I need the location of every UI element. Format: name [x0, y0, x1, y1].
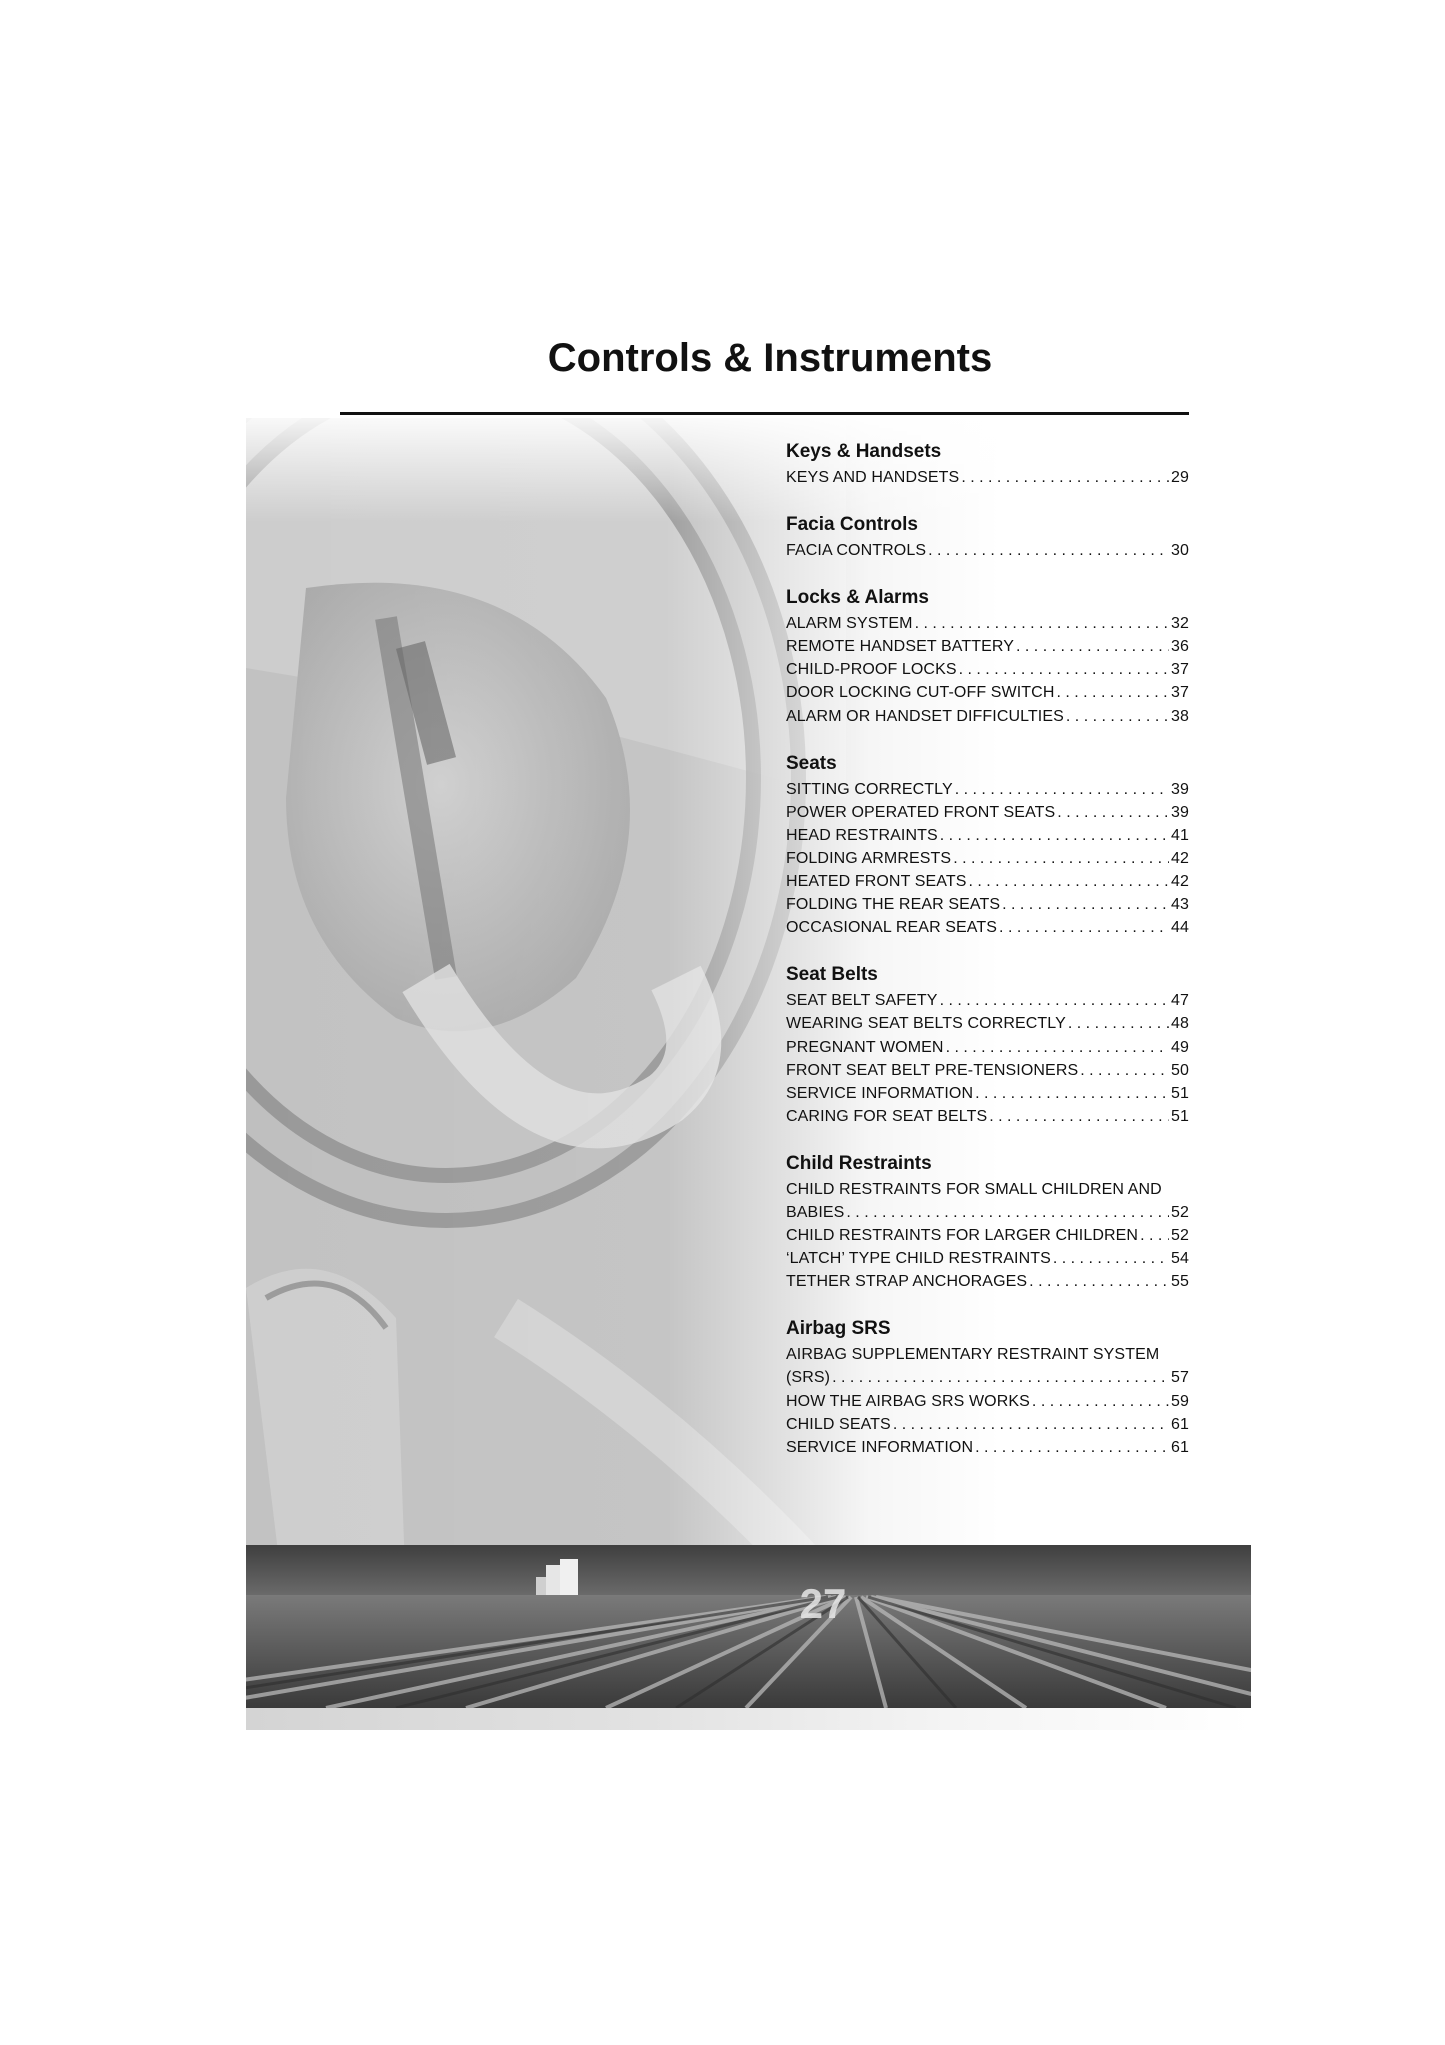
- leader-dots: [1056, 681, 1169, 704]
- toc-entry[interactable]: [786, 801, 1189, 824]
- entry-page: 52: [1171, 1203, 1189, 1221]
- toc-entry[interactable]: [786, 1247, 1189, 1270]
- toc-entry[interactable]: [786, 824, 1189, 847]
- entry-page: 38: [1171, 707, 1189, 725]
- entry-page: 36: [1171, 638, 1189, 656]
- entry-label: WEARING SEAT BELTS CORRECTLY: [786, 1015, 1066, 1033]
- toc-entry[interactable]: [786, 1036, 1189, 1059]
- leader-dots: [959, 658, 1169, 681]
- entry-label: (SRS): [786, 1369, 831, 1387]
- toc-entry[interactable]: [786, 1343, 1189, 1389]
- bottom-fade-strip: [246, 1708, 1251, 1730]
- entry-label: KEYS AND HANDSETS: [786, 469, 960, 486]
- entry-page: 61: [1171, 1415, 1189, 1433]
- entry-page: 44: [1171, 919, 1189, 937]
- leader-dots: [975, 1436, 1169, 1459]
- toc-entry[interactable]: [786, 847, 1189, 870]
- entry-label: FOLDING ARMRESTS: [786, 849, 952, 867]
- entry-page: 42: [1171, 873, 1189, 891]
- toc-entry[interactable]: [786, 1178, 1189, 1224]
- toc-entry[interactable]: [786, 778, 1189, 801]
- entry-page: 59: [1171, 1392, 1189, 1410]
- leader-dots: [946, 1036, 1169, 1059]
- entry-label: CHILD RESTRAINTS FOR LARGER CHILDREN: [786, 1227, 1139, 1245]
- section-title: Locks & Alarms: [786, 587, 929, 609]
- toc-entry[interactable]: [786, 1270, 1189, 1293]
- leader-dots: [1080, 1059, 1169, 1082]
- entry-label-line1: AIRBAG SUPPLEMENTARY RESTRAINT SYSTEM: [786, 1346, 1160, 1364]
- title-rule: [340, 412, 1189, 415]
- entry-page: 30: [1171, 542, 1189, 560]
- leader-dots: [1066, 705, 1169, 728]
- page-number: 27: [799, 1580, 847, 1627]
- entry-page: 50: [1171, 1061, 1189, 1079]
- entry-label: HOW THE AIRBAG SRS WORKS: [786, 1392, 1030, 1410]
- toc-entry[interactable]: [786, 1082, 1189, 1105]
- section-title: Child Restraints: [786, 1152, 932, 1174]
- leader-dots: [989, 1105, 1169, 1128]
- entry-page: 39: [1171, 803, 1189, 821]
- entry-label: SITTING CORRECTLY: [786, 780, 953, 798]
- entry-label: BABIES: [786, 1203, 845, 1221]
- leader-dots: [961, 466, 1169, 489]
- entry-label: REMOTE HANDSET BATTERY: [786, 638, 1015, 656]
- entry-page: 39: [1171, 780, 1189, 798]
- leader-dots: [975, 1082, 1169, 1105]
- toc-entry[interactable]: [786, 681, 1189, 704]
- toc-entry[interactable]: [786, 1059, 1189, 1082]
- toc-entry[interactable]: [786, 1224, 1189, 1247]
- entry-label: ALARM OR HANDSET DIFFICULTIES: [786, 707, 1064, 725]
- entry-label: TETHER STRAP ANCHORAGES: [786, 1273, 1028, 1291]
- leader-dots: [940, 989, 1169, 1012]
- entry-label: HEATED FRONT SEATS: [786, 873, 967, 891]
- leader-dots: [1032, 1390, 1169, 1413]
- toc-section-locks-alarms: [786, 584, 1189, 727]
- leader-dots: [955, 778, 1169, 801]
- toc-section-seat-belts: [786, 961, 1189, 1128]
- toc-entry[interactable]: [786, 658, 1189, 681]
- entry-page: 29: [1171, 469, 1189, 486]
- entry-label: SERVICE INFORMATION: [786, 1438, 974, 1456]
- toc-entry[interactable]: [786, 539, 1189, 562]
- toc-entry[interactable]: [786, 916, 1189, 939]
- entry-page: 47: [1171, 992, 1189, 1010]
- toc-entry[interactable]: [786, 989, 1189, 1012]
- toc-entry[interactable]: [786, 893, 1189, 916]
- entry-label: DOOR LOCKING CUT-OFF SWITCH: [786, 684, 1055, 702]
- entry-page: 37: [1171, 684, 1189, 702]
- toc-entry[interactable]: [786, 1436, 1189, 1459]
- toc-entry[interactable]: [786, 1413, 1189, 1436]
- toc-section-child-restraints: [786, 1150, 1189, 1293]
- leader-dots: [1053, 1247, 1169, 1270]
- entry-label: FOLDING THE REAR SEATS: [786, 896, 1001, 914]
- entry-label: CHILD SEATS: [786, 1415, 891, 1433]
- entry-page: 61: [1171, 1438, 1189, 1456]
- toc-entry[interactable]: [786, 466, 1189, 489]
- toc-section-facia-controls: [786, 511, 1189, 562]
- entry-label: OCCASIONAL REAR SEATS: [786, 919, 998, 937]
- leader-dots: [915, 612, 1169, 635]
- entry-label: ‘LATCH’ TYPE CHILD RESTRAINTS: [786, 1250, 1051, 1268]
- entry-label: HEAD RESTRAINTS: [786, 826, 938, 844]
- leader-dots: [1140, 1224, 1169, 1247]
- entry-page: 51: [1171, 1107, 1189, 1125]
- entry-label: FRONT SEAT BELT PRE-TENSIONERS: [786, 1061, 1079, 1079]
- entry-page: 57: [1171, 1369, 1189, 1387]
- toc-entry[interactable]: [786, 705, 1189, 728]
- leader-dots: [1057, 801, 1169, 824]
- entry-page: 41: [1171, 826, 1189, 844]
- entry-label: ALARM SYSTEM: [786, 615, 913, 633]
- leader-dots: [893, 1413, 1169, 1436]
- leader-dots: [846, 1201, 1169, 1224]
- entry-label: SEAT BELT SAFETY: [786, 992, 938, 1010]
- leader-dots: [1002, 893, 1169, 916]
- entry-label: CARING FOR SEAT BELTS: [786, 1107, 988, 1125]
- entry-label: FACIA CONTROLS: [786, 542, 927, 560]
- entry-page: 43: [1171, 896, 1189, 914]
- page-title: Controls & Instruments: [547, 336, 993, 380]
- toc-entry[interactable]: [786, 1105, 1189, 1128]
- section-title: Seats: [786, 752, 837, 774]
- entry-page: 37: [1171, 661, 1189, 679]
- leader-dots: [928, 539, 1169, 562]
- section-title: Seat Belts: [786, 964, 878, 986]
- entry-page: 54: [1171, 1250, 1189, 1268]
- field-landscape-band: [246, 1545, 1251, 1708]
- toc-section-keys-handsets: [786, 438, 1189, 489]
- entry-page: 49: [1171, 1038, 1189, 1056]
- toc-section-airbag-srs: [786, 1315, 1189, 1458]
- toc-entry[interactable]: [786, 870, 1189, 893]
- entry-label-line1: CHILD RESTRAINTS FOR SMALL CHILDREN AND: [786, 1180, 1162, 1198]
- section-title: Airbag SRS: [786, 1318, 891, 1340]
- entry-page: 32: [1171, 615, 1189, 633]
- leader-dots: [969, 870, 1170, 893]
- entry-page: 52: [1171, 1227, 1189, 1245]
- toc-entry[interactable]: [786, 1012, 1189, 1035]
- entry-label: CHILD-PROOF LOCKS: [786, 661, 957, 679]
- leader-dots: [1016, 635, 1169, 658]
- leader-dots: [1029, 1270, 1169, 1293]
- entry-page: 42: [1171, 849, 1189, 867]
- entry-label: SERVICE INFORMATION: [786, 1084, 974, 1102]
- table-of-contents: [786, 438, 1189, 1481]
- leader-dots: [940, 824, 1169, 847]
- section-title: Facia Controls: [786, 514, 918, 536]
- toc-entry[interactable]: [786, 635, 1189, 658]
- leader-dots: [832, 1366, 1169, 1389]
- entry-page: 48: [1171, 1015, 1189, 1033]
- section-title: Keys & Handsets: [786, 441, 942, 462]
- entry-label: POWER OPERATED FRONT SEATS: [786, 803, 1056, 821]
- toc-section-seats: [786, 750, 1189, 940]
- toc-entry[interactable]: [786, 612, 1189, 635]
- entry-label: PREGNANT WOMEN: [786, 1038, 944, 1056]
- entry-page: 55: [1171, 1273, 1189, 1291]
- entry-page: 51: [1171, 1084, 1189, 1102]
- leader-dots: [953, 847, 1169, 870]
- leader-dots: [1068, 1012, 1169, 1035]
- leader-dots: [999, 916, 1169, 939]
- toc-entry[interactable]: [786, 1390, 1189, 1413]
